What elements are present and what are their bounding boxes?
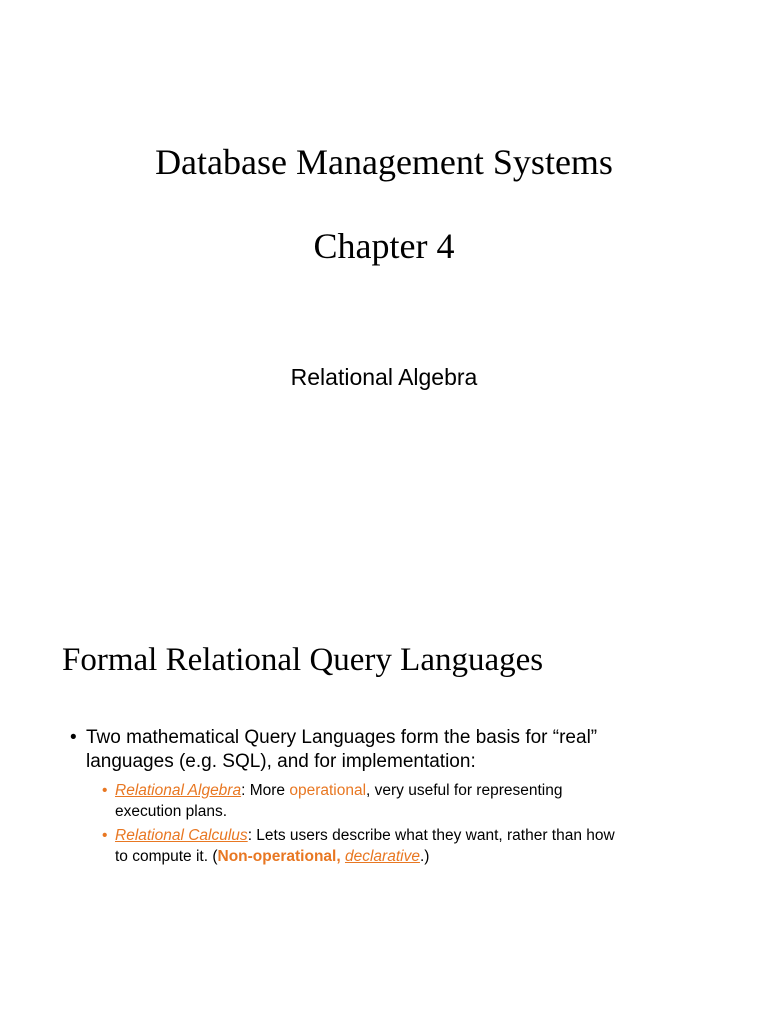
slide-heading: Formal Relational Query Languages <box>62 642 544 678</box>
highlight-non-operational: Non-operational <box>217 848 337 865</box>
description-line-2-post: .) <box>419 848 430 865</box>
term-relational-algebra[interactable]: Relational Algebra <box>115 782 242 799</box>
content-slide <box>0 512 768 1024</box>
highlight-operational: operational <box>289 782 367 799</box>
description-rest: , very useful for representing <box>366 782 563 799</box>
description-line-2: execution plans. <box>115 803 228 820</box>
slide-subtitle: Relational Algebra <box>290 364 478 390</box>
bullet-marker: • <box>70 727 77 748</box>
bullet-line-2: languages (e.g. SQL), and for implementation: <box>86 751 476 772</box>
sub-bullet-text <box>115 780 722 822</box>
term-relational-calculus[interactable]: Relational Calculus <box>115 827 248 844</box>
term-declarative[interactable]: declarative <box>344 848 420 865</box>
sub-bullet-marker: • <box>102 827 108 844</box>
bullet-item <box>70 726 720 774</box>
description-line-2-pre: to compute it. ( <box>115 848 218 865</box>
sub-bullet-relational-calculus <box>102 825 722 867</box>
bullet-text <box>86 726 720 774</box>
slide-title: Database Management Systems <box>155 142 613 182</box>
comma-separator: , <box>336 848 345 865</box>
bullet-line-1: Two mathematical Query Languages form the basis for “real” <box>86 727 598 748</box>
sub-bullet-relational-algebra <box>102 780 722 822</box>
term-separator: : Lets users describe what they want, rather than how <box>247 827 615 844</box>
chapter-label: Chapter 4 <box>313 226 455 266</box>
sub-bullet-text <box>115 825 722 867</box>
sub-bullet-marker: • <box>102 782 108 799</box>
term-separator: : More <box>241 782 290 799</box>
